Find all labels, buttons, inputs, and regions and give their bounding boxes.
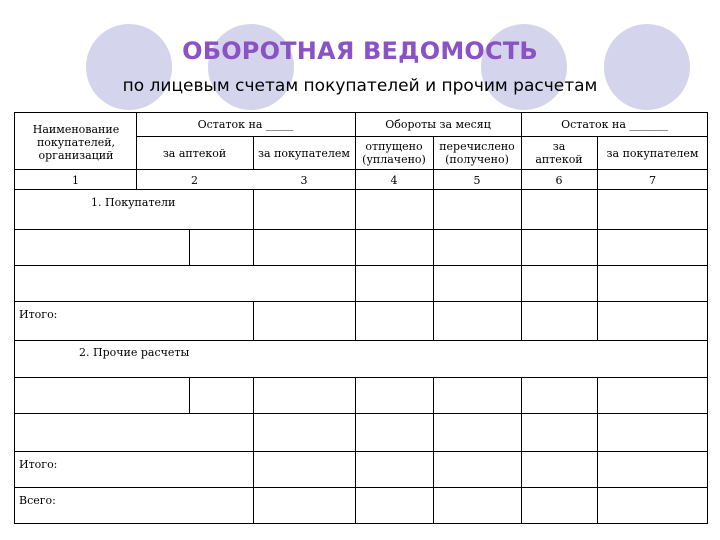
col-line xyxy=(189,377,190,413)
column-number: 4 xyxy=(390,174,398,187)
column-number: 6 xyxy=(555,174,563,187)
header-turnover: Обороты за месяц xyxy=(385,118,491,131)
row-line xyxy=(15,340,708,341)
page-subtitle: по лицевым счетам покупателей и прочим расчетам xyxy=(122,76,598,96)
total-label: Итого: xyxy=(19,458,58,471)
col-line xyxy=(253,189,254,265)
header-pharmacy: за аптекой xyxy=(162,147,227,160)
section-buyers-label: 1. Покупатели xyxy=(91,196,176,209)
header-transferred: перечислено (получено) xyxy=(439,140,515,166)
row-line xyxy=(15,229,708,230)
turnover-table xyxy=(14,112,708,524)
header-name-column: Наименование покупателей, организаций xyxy=(32,123,120,162)
header-buyer-end: за покупателем xyxy=(606,147,699,160)
header-balance-start: Остаток на _____ xyxy=(197,118,294,131)
header-balance-end: Остаток на _______ xyxy=(561,118,668,131)
page-title: ОБОРОТНАЯ ВЕДОМОСТЬ xyxy=(182,37,538,65)
column-number: 5 xyxy=(473,174,481,187)
column-number: 7 xyxy=(649,174,656,187)
col-line xyxy=(433,136,434,340)
row-line xyxy=(15,169,708,170)
row-line xyxy=(15,451,708,452)
col-line xyxy=(521,377,522,524)
col-line xyxy=(253,301,254,340)
col-line xyxy=(189,229,190,265)
row-line xyxy=(15,377,708,378)
header-divider xyxy=(136,136,708,137)
row-line xyxy=(15,487,708,488)
header-pharmacy-end: за аптекой xyxy=(535,140,583,166)
row-line xyxy=(15,265,708,266)
section-other-label: 2. Прочие расчеты xyxy=(79,346,190,359)
col-line xyxy=(355,377,356,524)
row-line xyxy=(15,189,708,190)
col-line xyxy=(597,136,598,340)
row-line xyxy=(15,413,708,414)
column-number: 1 xyxy=(72,174,79,187)
grand-total-label: Всего: xyxy=(19,494,56,507)
total-label: Итого: xyxy=(19,308,58,321)
header-buyer: за покупателем xyxy=(258,147,350,160)
col-line xyxy=(597,377,598,524)
col-line xyxy=(433,377,434,524)
col-line xyxy=(253,377,254,524)
header-released: отпущено (уплачено) xyxy=(362,140,426,166)
column-number: 3 xyxy=(300,174,308,187)
row-line xyxy=(15,301,708,302)
column-number: 2 xyxy=(191,174,198,187)
